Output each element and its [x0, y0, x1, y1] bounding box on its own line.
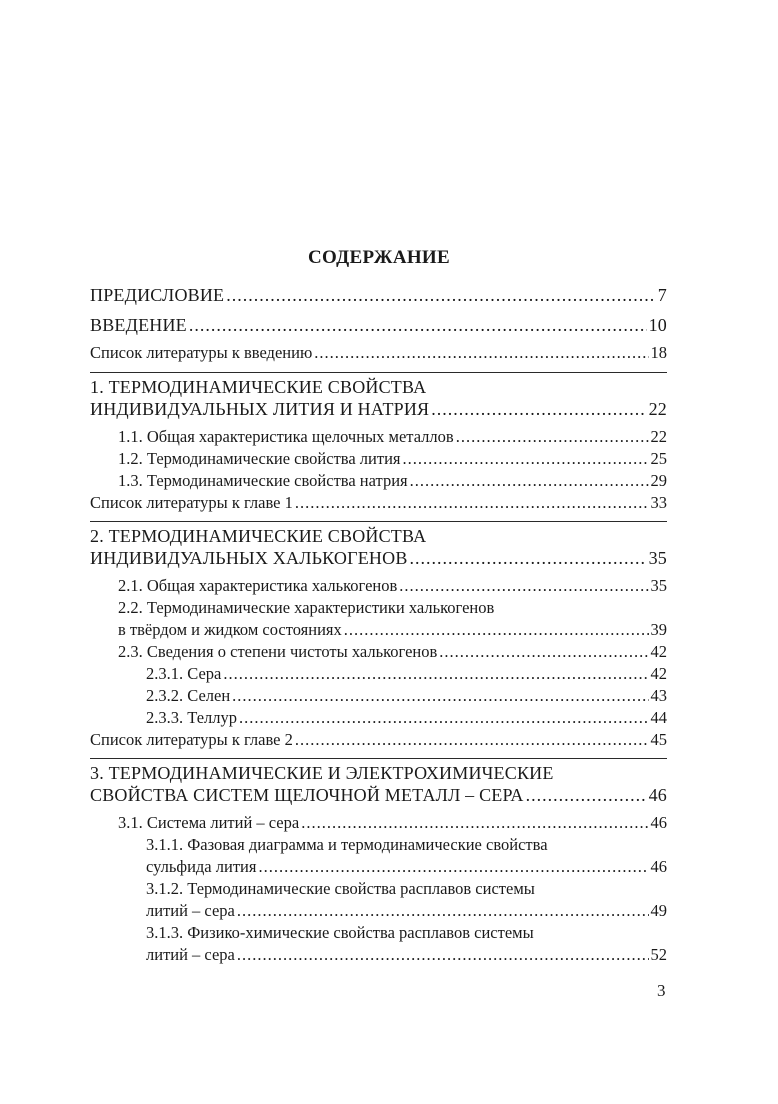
leader-dots [237, 900, 649, 922]
leader-dots [226, 284, 656, 306]
toc-entry-page: 46 [650, 857, 667, 876]
toc-entry-chapter-2-references[interactable] [90, 729, 667, 751]
toc-entry-1-3[interactable] [118, 470, 667, 492]
leader-dots [301, 812, 648, 834]
toc-entry-line1: 3.1.3. Физико-химические свойства расплавов системы [146, 923, 534, 942]
toc-entry-page: 42 [650, 664, 667, 683]
section-divider [90, 758, 667, 759]
toc-entry-page: 18 [650, 343, 667, 362]
toc-entry-page: 35 [648, 548, 667, 568]
toc-entry-page: 46 [650, 813, 667, 832]
toc-entry-label: 2.3.2. Селен [146, 686, 231, 705]
toc-entry-intro-references[interactable] [90, 342, 667, 364]
toc-entry-chapter-3[interactable] [90, 762, 667, 806]
page-number: 3 [657, 981, 666, 1000]
toc-entry-chapter-1[interactable] [90, 376, 667, 420]
leader-dots [258, 856, 648, 878]
toc-entry-label: литий – сера [146, 901, 235, 920]
toc-entry-label: ПРЕДИСЛОВИЕ [90, 285, 225, 305]
toc-entry-page: 45 [650, 730, 667, 749]
toc-entry-label: ИНДИВИДУАЛЬНЫХ ХАЛЬКОГЕНОВ [90, 548, 408, 568]
toc-entry-page: 49 [650, 901, 667, 920]
toc-entry-label: Список литературы к введению [90, 343, 313, 362]
toc-entry-2-3-2[interactable] [146, 685, 667, 707]
leader-dots [239, 707, 649, 729]
toc-entry-preface[interactable] [90, 284, 667, 306]
toc-entry-line1: 3.1.1. Фазовая диаграмма и термодинамические свойства [146, 835, 548, 854]
toc-entry-line1: 3. ТЕРМОДИНАМИЧЕСКИЕ И ЭЛЕКТРОХИМИЧЕСКИЕ [90, 763, 554, 783]
leader-dots [344, 619, 649, 641]
toc-entry-line1: 3.1.2. Термодинамические свойства расплавов системы [146, 879, 535, 898]
toc-entry-label: 3.1. Система литий – сера [118, 813, 300, 832]
toc-entry-label: 1.1. Общая характеристика щелочных металлов [118, 427, 454, 446]
toc-entry-label: 1.2. Термодинамические свойства лития [118, 449, 401, 468]
toc-entry-chapter-2[interactable] [90, 525, 667, 569]
toc-entry-page: 35 [650, 576, 667, 595]
toc-entry-label: в твёрдом и жидком состояниях [118, 620, 342, 639]
toc-entry-page: 44 [650, 708, 667, 727]
leader-dots [232, 685, 648, 707]
toc-entry-2-3[interactable] [118, 641, 667, 663]
toc-entry-3-1[interactable] [118, 812, 667, 834]
toc-title: СОДЕРЖАНИЕ [308, 247, 450, 268]
toc-entry-introduction[interactable] [90, 314, 667, 336]
toc-entry-3-1-3[interactable] [146, 922, 667, 966]
toc-entry-2-3-1[interactable] [146, 663, 667, 685]
leader-dots [237, 944, 649, 966]
toc-entry-page: 42 [650, 642, 667, 661]
toc-entry-line1: 2.2. Термодинамические характеристики халькогенов [118, 598, 495, 617]
toc-entry-label: 1.3. Термодинамические свойства натрия [118, 471, 408, 490]
toc-entry-2-3-3[interactable] [146, 707, 667, 729]
section-divider [90, 521, 667, 522]
toc-entry-2-1[interactable] [118, 575, 667, 597]
toc-entry-label: 2.1. Общая характеристика халькогенов [118, 576, 398, 595]
toc-entry-label: Список литературы к главе 2 [90, 730, 293, 749]
toc-entry-page: 7 [657, 285, 667, 305]
toc-entry-page: 29 [650, 471, 667, 490]
leader-dots [295, 729, 649, 751]
toc-entry-line1: 2. ТЕРМОДИНАМИЧЕСКИЕ СВОЙСТВА [90, 526, 427, 546]
toc-entry-2-2[interactable] [118, 597, 667, 641]
toc-entry-page: 25 [650, 449, 667, 468]
toc-entry-3-1-2[interactable] [146, 878, 667, 922]
toc-entry-line1: 1. ТЕРМОДИНАМИЧЕСКИЕ СВОЙСТВА [90, 377, 427, 397]
toc-entry-label: литий – сера [146, 945, 235, 964]
toc-entry-page: 43 [650, 686, 667, 705]
toc-entry-page: 10 [648, 315, 667, 335]
leader-dots [439, 641, 648, 663]
toc-entry-label: Список литературы к главе 1 [90, 493, 293, 512]
toc-entry-page: 46 [648, 785, 667, 805]
toc-entry-label: 2.3.1. Сера [146, 664, 222, 683]
leader-dots [189, 314, 647, 336]
toc-entry-page: 52 [650, 945, 667, 964]
toc-entry-1-1[interactable] [118, 426, 667, 448]
toc-entry-page: 22 [650, 427, 667, 446]
toc-entry-label: ВВЕДЕНИЕ [90, 315, 187, 335]
toc-entry-3-1-1[interactable] [146, 834, 667, 878]
leader-dots [410, 470, 649, 492]
leader-dots [295, 492, 649, 514]
leader-dots [403, 448, 649, 470]
toc-entry-label: 2.3. Сведения о степени чистоты халькогенов [118, 642, 438, 661]
leader-dots [314, 342, 648, 364]
toc-entry-1-2[interactable] [118, 448, 667, 470]
toc-entry-label: СВОЙСТВА СИСТЕМ ЩЕЛОЧНОЙ МЕТАЛЛ – СЕРА [90, 785, 524, 805]
toc-entry-label: 2.3.3. Теллур [146, 708, 237, 727]
toc-entry-label: сульфида лития [146, 857, 257, 876]
toc-entry-page: 22 [648, 399, 667, 419]
leader-dots [399, 575, 648, 597]
leader-dots [526, 784, 647, 806]
toc-entry-page: 39 [650, 620, 667, 639]
leader-dots [456, 426, 649, 448]
toc-entry-label: ИНДИВИДУАЛЬНЫХ ЛИТИЯ И НАТРИЯ [90, 399, 430, 419]
toc-entry-chapter-1-references[interactable] [90, 492, 667, 514]
leader-dots [410, 547, 647, 569]
leader-dots [223, 663, 648, 685]
section-divider [90, 372, 667, 373]
toc-entry-page: 33 [650, 493, 667, 512]
leader-dots [431, 398, 646, 420]
